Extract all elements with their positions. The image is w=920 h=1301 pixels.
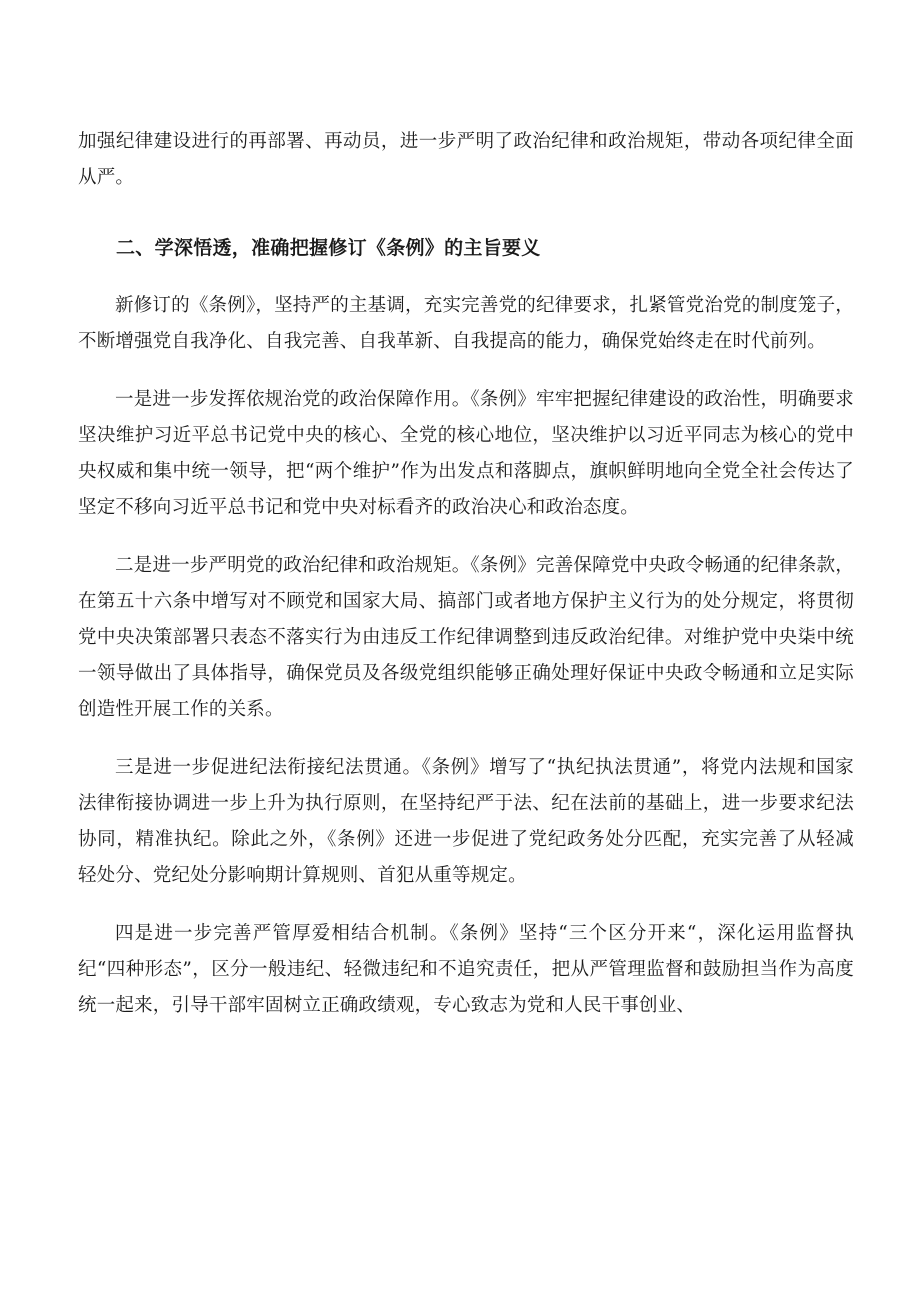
paragraph-intro: 新修订的《条例》，坚持严的主基调，充实完善党的纪律要求，扎紧管党治党的制度笼子，不断增强党自我净化、自我完善、自我革新、自我提高的能力，确保党始终走在时代前列。 [78,295,854,352]
paragraph-point-3: 三是进一步促进纪法衔接纪法贯通。《条例》增写了“执纪执法贯通”，将党内法规和国家法律衔接协调进一步上升为执行原则，在坚持纪严于法、纪在法前的基础上，进一步要求纪法协同，精准执纪。除此之外，《条例》还进一步促进了党纪政务处分匹配，充实完善了从轻减轻处分、党纪处分影响期计算规则、首犯从重等规定。 [78,757,854,886]
paragraph-point-4: 四是进一步完善严管厚爱相结合机制。《条例》坚持“三个区分开来“，深化运用监督执纪“四种形态”，区分一般违纪、轻微违纪和不追究责任，把从严管理监督和鼓励担当作为高度统一起来，引导干部牢固树立正确政绩观，专心致志为党和人民干事创业、 [78,923,854,1016]
paragraph-point-1: 一是进一步发挥依规治党的政治保障作用。《条例》牢牢把握纪律建设的政治性，明确要求坚决维护习近平总书记党中央的核心、全党的核心地位，坚决维护以习近平同志为核心的党中央权威和集中统一领导，把“两个维护”作为出发点和落脚点，旗帜鲜明地向全党全社会传达了坚定不移向习近平总书记和党中央对标看齐的政治决心和政治态度。 [78,389,854,518]
document-page [78,124,854,1024]
paragraph-continuation: 加强纪律建设进行的再部署、再动员，进一步严明了政治纪律和政治规矩，带动各项纪律全面从严。 [78,131,854,188]
paragraph-point-2: 二是进一步严明党的政治纪律和政治规矩。《条例》完善保障党中央政令畅通的纪律条款，在第五十六条中增写对不顾党和国家大局、搞部门或者地方保护主义行为的处分规定，将贯彻党中央决策部署只表态不落实行为由违反工作纪律调整到违反政治纪律。对维护党中央柒中统一领导做出了具体指导，确保党员及各级党组织能够正确处理好保证中央政令畅通和立足实际创造性开展工作的关系。 [78,555,854,720]
section-heading: 二、学深悟透，准确把握修订《条例》的主旨要义 [116,237,541,259]
